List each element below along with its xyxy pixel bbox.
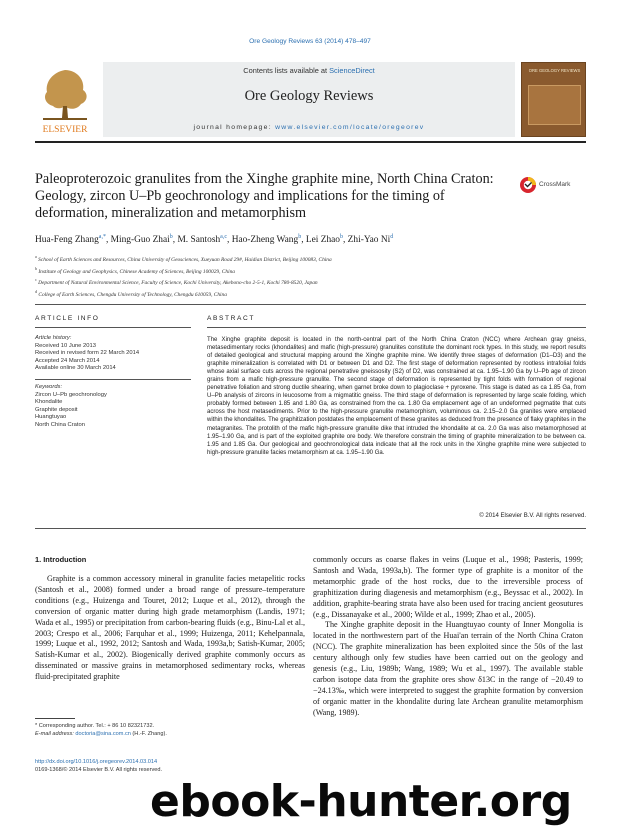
affiliation-marker: c [35, 277, 37, 283]
abstract-bottom-rule [35, 528, 586, 529]
journal-cover-image[interactable] [521, 62, 586, 137]
contents-prefix: Contents lists available at [243, 66, 330, 75]
history-item: Accepted 24 March 2014 [35, 357, 100, 364]
intro-paragraph-1-cont: commonly occurs as coarse flakes in veins (Luque et al., 1998; Pasteris, 1999; Santosh and Wada, 1993a,b). The former type of graphite is a monitor of the metamorphic grade of the host rocks, due to the irreversible process of graphitization during diagenesis and metamorphism (e.g., Beyssac et al., 2002). In addition, graphite-bearing strata have also been used for tracing ancient geosutures (e.g., Dissanayake et al., 2000; Wilde et al., 1999; Zhao et al., 2005). [313, 555, 583, 619]
author-separator: , [301, 235, 306, 246]
email-link[interactable]: doctoria@sina.com.cn [75, 731, 131, 737]
crossmark-icon [519, 176, 537, 194]
author-separator: , [342, 235, 348, 246]
history-rule [35, 379, 191, 380]
journal-citation[interactable]: Ore Geology Reviews 63 (2014) 478–497 [249, 38, 371, 45]
crossmark-badge[interactable] [519, 176, 591, 196]
affiliation-item [35, 276, 595, 288]
corresponding-author-footnote [35, 722, 305, 738]
author-affiliation-marker[interactable]: a,c [220, 234, 227, 240]
sciencedirect-link[interactable]: ScienceDirect [329, 66, 375, 75]
abstract-rule [207, 327, 586, 328]
footer [35, 758, 162, 774]
article-title: Paleoproterozoic granulites from the Xinghe graphite mine, North China Craton: Geology, zircon U–Pb geochronology and implications for the timing of deformation, mineralization and metamorphism [35, 171, 494, 221]
abstract-text: The Xinghe graphite deposit is located in the north-central part of the North China Craton (NCC) where Archean gray gneiss, metasedimentary rocks (khondalites) and mafic (high-pressure) granulites constitute the dominant rock types. In this study, we report results of detailed geological and structural mapping around the Xinghe graphite mine. We identify three stages of deformation (D1–D3) and the graphite mineralization is correlated with D1 or between D1 and D2. The first stage of deformation represented by rootless intrafolial folds whose axial surface cuts across the regional penetrative gneissosity (S2) of D2, was constrained at ca. 1.95–1.90 Ga by U–Pb age of zircon grains from a mafic high-pressure granulite. The second stage of deformation is represented by tight folds with formation of regional penetrative foliation and strong ductile shearing, when garnet broke down to plagioclase + pyroxene. This stage is dated as ca 1.85 Ga, from U–Pb analysis of zircons in leucosome from a migmatitic gneiss. The third stage of deformation is represented by large scale folding, which probably formed between 1.85 and 1.80 Ga, as constrained from the ca. 1.80 Ga emplacement age of an undeformed pegmatite that cuts across the host metasediments. Prior to the high-pressure granulite metamorphism, voluminous ca. 2.15–2.0 Ga granites were emplaced within the khondalites. The graphitization postdates the emplacement of these granites as deduced from the presence of flaky graphites in the metagranites. The protolith of the mafic high-pressure granulite dike that intruded the khondalite at ca. 2.0 Ga was also metamorphosed at 1.95–1.90 Ga, and is part of the exploited graphite ore body. We therefore constrain the timing of graphite mineralization to be between ca. 1.95 and 1.85 Ga. Our geological and geochronological data indicate that all the rock units in the Xinghe graphite mine were subjected to high-pressure granulite facies metamorphism at ca. 1.95–1.90 Ga. [207, 337, 586, 456]
author-separator: , [172, 235, 178, 246]
author-separator: , [105, 235, 111, 246]
author-name[interactable]: Zhi-Yao Ni [347, 235, 391, 246]
watermark-text: ebook-hunter.org [150, 776, 572, 827]
affiliation-item [35, 265, 595, 277]
author-name[interactable]: Hua-Feng Zhang [35, 235, 99, 246]
author-name[interactable]: M. Santosh [177, 235, 221, 246]
author-name[interactable]: Lei Zhao [305, 235, 340, 246]
crossmark-label: CrossMark [539, 181, 571, 188]
keywords-list [35, 392, 185, 430]
body-column-right [313, 555, 583, 719]
author-affiliation-marker[interactable]: b [339, 234, 343, 240]
affiliation-marker: b [35, 265, 37, 271]
author-separator: , [227, 235, 232, 246]
homepage-link[interactable]: www.elsevier.com/locate/oregeorev [275, 124, 425, 131]
affiliation-marker: a [35, 254, 37, 259]
affiliation-text: School of Earth Sciences and Resources, China University of Geosciences, Xueyuan Road 29#, Haidian District, Beijing 100083, China [36, 256, 332, 263]
keyword-item: Khondalite [35, 399, 63, 406]
cover-title: ORE GEOLOGY REVIEWS [528, 68, 581, 73]
journal-header [35, 62, 586, 137]
keyword-item: Graphite deposit [35, 406, 78, 413]
affiliation-text: Department of Natural Environmental Science, Faculty of Science, Kochi University, Akebono-cho 2-5-1, Kochi 780-8520, Japan [36, 279, 318, 286]
author-name[interactable]: Ming-Guo Zhai [110, 235, 170, 246]
history-list [35, 343, 185, 373]
doi-link[interactable]: http://dx.doi.org/10.1016/j.oregeorev.2014.03.014 [35, 759, 158, 765]
author-affiliation-marker[interactable]: a,* [98, 234, 106, 240]
history-item: Available online 30 March 2014 [35, 365, 116, 372]
author-affiliation-marker[interactable]: d [390, 234, 394, 240]
affiliation-item [35, 253, 595, 265]
issn-line: 0169-1368/© 2014 Elsevier B.V. All rights reserved. [35, 767, 163, 773]
journal-name: Ore Geology Reviews [244, 88, 374, 104]
affiliation-list [35, 253, 595, 299]
history-heading: Article history: [35, 335, 72, 341]
email-line [35, 730, 305, 738]
introduction-heading: 1. Introduction [35, 555, 87, 564]
publisher-logo-text: ELSEVIER [42, 125, 88, 134]
affiliation-text: Institute of Geology and Geophysics, Chinese Academy of Sciences, Beijing 100029, China [37, 268, 235, 275]
article-info-heading: ARTICLE INFO [35, 315, 100, 322]
affiliation-rule [35, 304, 586, 305]
email-suffix: (H.-F. Zhang). [130, 731, 167, 737]
keywords-heading: Keywords: [35, 383, 63, 390]
contents-availability [103, 66, 515, 75]
keyword-item: Zircon U–Pb geochronology [35, 391, 107, 398]
homepage-prefix: journal homepage: [193, 124, 276, 131]
keyword-item: Huangtuyao [35, 414, 67, 421]
elsevier-tree-logo[interactable] [35, 62, 95, 134]
email-prefix: E-mail address: [35, 731, 76, 737]
affiliation-text: College of Earth Sciences, Chengdu University of Technology, Chengdu 610059, China [37, 291, 227, 298]
author-name[interactable]: Hao-Zheng Wang [231, 235, 299, 246]
author-affiliation-marker[interactable]: b [298, 234, 302, 240]
affiliation-marker: d [35, 288, 37, 294]
watermark [150, 776, 620, 827]
article-info-rule [35, 327, 191, 328]
body-column-left [35, 574, 305, 683]
history-item: Received in revised form 22 March 2014 [35, 350, 140, 357]
intro-paragraph-2: The Xinghe graphite deposit in the Huangtuyao county of Inner Mongolia is located in the northwestern part of the Huai'an terrain of the North China Craton (NCC). The graphite mineralization has been exploited since the 50s of the last century although only few studies have been carried out on the geology and genesis (e.g., Liu, 1989b; Wang, 1989; Wu et al., 1997). The available stable carbon isotope data from the graphite ores show δ13C in the range of −20.49 to −24.13‰, which were interpreted to suggest the graphite formation by conversion of organic matter in the khondalite during late Archean granulite metamorphism (Wang, 1989). [313, 620, 583, 717]
abstract-copyright: © 2014 Elsevier B.V. All rights reserved. [479, 513, 586, 519]
header-rule [35, 141, 586, 143]
journal-homepage [103, 124, 515, 131]
journal-banner [103, 62, 515, 137]
cover-artwork [528, 85, 581, 125]
author-affiliation-marker[interactable]: b [169, 234, 173, 240]
history-item: Received 10 June 2013 [35, 342, 96, 349]
affiliation-item [35, 288, 595, 300]
article-info [35, 335, 185, 430]
corresponding-author: * Corresponding author. Tel.: + 86 10 82321732. [35, 723, 155, 729]
footnote-rule [35, 718, 75, 719]
author-list [35, 234, 595, 245]
intro-paragraph-1: Graphite is a common accessory mineral in granulite facies metapelitic rocks (Santosh et al., 2008) formed under a broad range of pressure–temperature conditions (e.g., Huizenga and Touret, 2012; Luque et al., 2012), through the conversion of organic matter during high grade metamorphism (Landis, 1971; Wada et al., 1995) or precipitation from carbon-bearing fluids (e.g., Binu-Lal et al., 2003; Crespo et al., 2006; Farquhar et al., 1999; Huizenga, 2011; Kehelpannala, 1999; Luque et al., 1992, 2012; Santosh and Wada, 1993a,b; Satish-Kumar, 2005; Satish-Kumar et al., 2002). Biogenically derived graphite commonly occurs as disseminated or massive grains in metamorphosed sedimentary rocks, whereas fluid-precipitated graphite [35, 574, 305, 682]
keyword-item: North China Craton [35, 421, 85, 428]
abstract-heading: ABSTRACT [207, 315, 255, 322]
